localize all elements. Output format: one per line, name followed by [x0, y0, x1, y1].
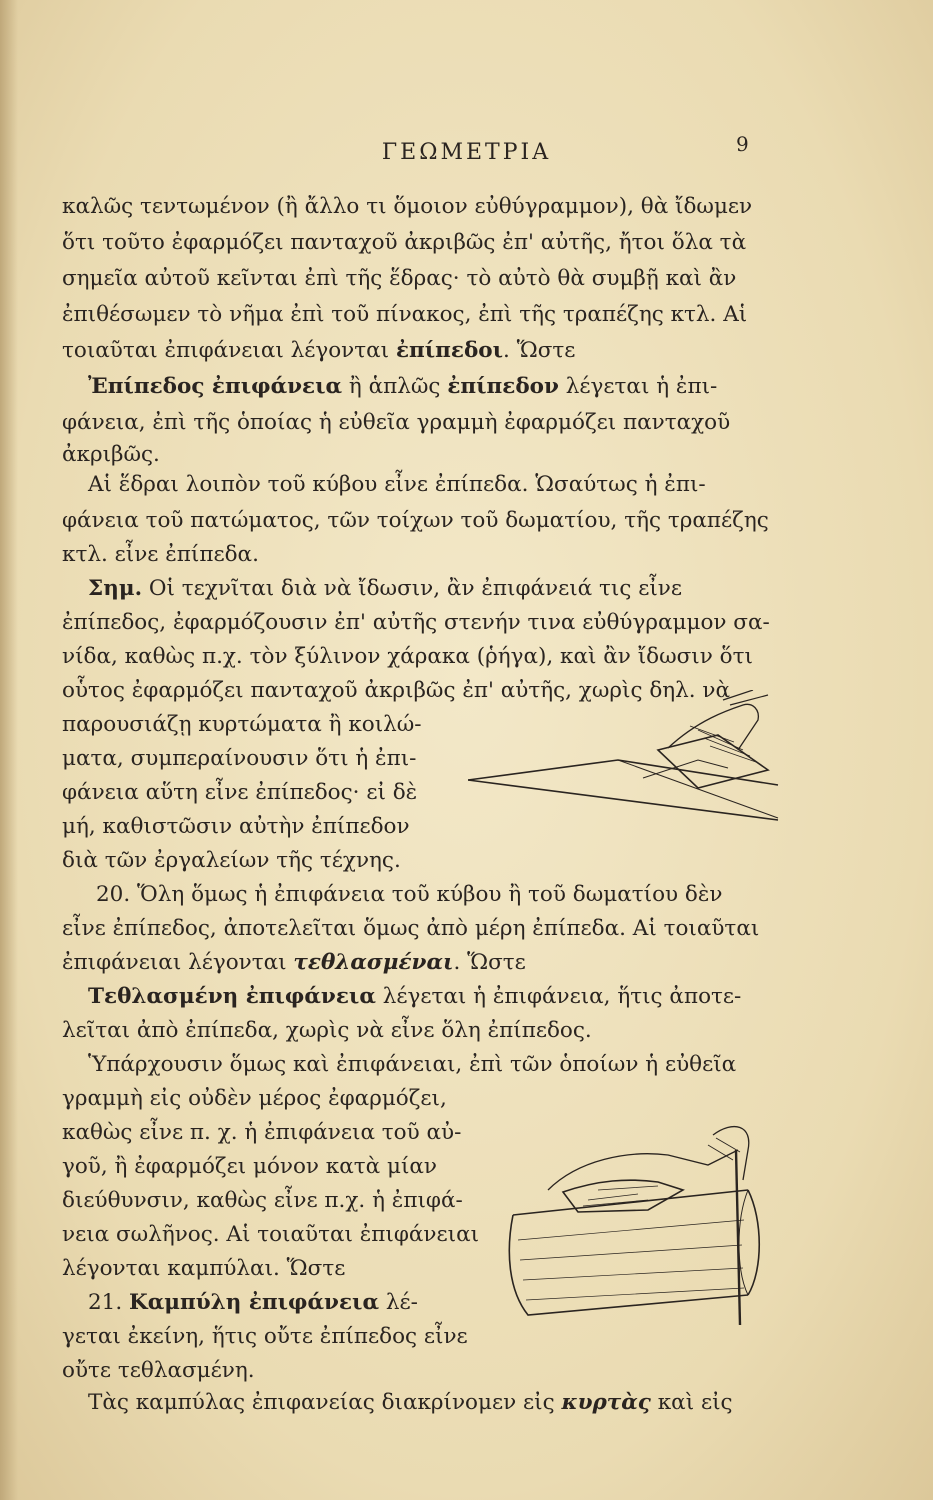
text-line: μή, καθιστῶσιν αὐτὴν ἐπίπεδον	[62, 814, 410, 839]
note-label: Σημ.	[88, 576, 143, 601]
text-line: γοῦ, ἢ ἐφαρμόζει μόνον κατὰ μίαν	[62, 1154, 438, 1179]
text-line: ἀκριβῶς.	[62, 442, 160, 467]
text-line: ἐπιθέσωμεν τὸ νῆμα ἐπὶ τοῦ πίνακος, ἐπὶ τῆς τραπέζης κτλ. Αἱ	[62, 302, 748, 327]
term-epipedos-epifaneia: Ἐπίπεδος ἐπιφάνεια	[88, 374, 343, 399]
definition-line	[88, 372, 802, 402]
text-span: . Ὥστε	[453, 950, 526, 975]
text-line: σημεῖα αὐτοῦ κεῖνται ἐπὶ τῆς ἕδρας· τὸ αὐτὸ θὰ συμβῇ καὶ ἂν	[62, 266, 737, 291]
term-kyrtas: κυρτὰς	[561, 1390, 651, 1415]
text-line: κτλ. εἶνε ἐπίπεδα.	[62, 542, 259, 567]
term-kampyli-epifaneia: Καμπύλη ἐπιφάνεια	[129, 1290, 379, 1315]
text-span: τοιαῦται ἐπιφάνειαι λέγονται	[62, 338, 396, 363]
text-line: φάνεια, ἐπὶ τῆς ὁποίας ἡ εὐθεῖα γραμμὴ ἐφαρμόζει πανταχοῦ	[62, 410, 731, 435]
text-line: νεια σωλῆνος. Αἱ τοιαῦται ἐπιφάνειαι	[62, 1222, 480, 1247]
text-span: λέγεται ἡ ἐπιφάνεια, ἥτις ἀποτε-	[375, 984, 742, 1009]
text-line: καθὼς εἶνε π. χ. ἡ ἐπιφάνεια τοῦ αὐ-	[62, 1120, 462, 1145]
text-line: γραμμὴ εἰς οὐδὲν μέρος ἐφαρμόζει,	[62, 1086, 447, 1111]
text-line: λεῖται ἀπὸ ἐπίπεδα, χωρὶς νὰ εἶνε ὅλη ἐπίπεδος.	[62, 1018, 592, 1043]
text-line: ὅτι τοῦτο ἐφαρμόζει πανταχοῦ ἀκριβῶς ἐπ' αὐτῆς, ἤτοι ὅλα τὰ	[62, 230, 747, 255]
text-span: λέγεται ἡ ἐπι-	[558, 374, 718, 399]
page-edge-shadow	[0, 0, 18, 1500]
text-line: παρουσιάζῃ κυρτώματα ἢ κοιλώ-	[62, 712, 422, 737]
term-epipedoi: ἐπίπεδοι	[395, 338, 504, 363]
text-span: . Ὥστε	[503, 338, 576, 363]
ruler-on-plane-illustration	[468, 690, 798, 840]
text-line: νίδα, καθὼς π.χ. τὸν ξύλινον χάρακα (ῥήγα), καὶ ἂν ἴδωσιν ὅτι	[62, 644, 753, 669]
text-line: γεται ἐκείνη, ἥτις οὔτε ἐπίπεδος εἶνε	[62, 1324, 468, 1349]
text-line: Ὑπάρχουσιν ὅμως καὶ ἐπιφάνειαι, ἐπὶ τῶν ὁποίων ἡ εὐθεῖα	[88, 1052, 737, 1077]
text-line: διὰ τῶν ἐργαλείων τῆς τέχνης.	[62, 848, 401, 873]
running-title: ΓΕΩΜΕΤΡΙΑ	[381, 140, 552, 165]
text-line: εἶνε ἐπίπεδος, ἀποτελεῖται ὅμως ἀπὸ μέρη ἐπίπεδα. Αἱ τοιαῦται	[62, 916, 760, 941]
text-line: ματα, συμπεραίνουσιν ὅτι ἡ ἐπι-	[62, 746, 417, 771]
text-line: διεύθυνσιν, καθὼς εἶνε π.χ. ἡ ἐπιφά-	[62, 1188, 463, 1213]
text-span: ἐπιφάνειαι λέγονται	[62, 950, 294, 975]
text-line: Αἱ ἕδραι λοιπὸν τοῦ κύβου εἶνε ἐπίπεδα. Ὡσαύτως ἡ ἐπι-	[88, 472, 706, 497]
text-line: ἐπίπεδος, ἐφαρμόζουσιν ἐπ' αὐτῆς στενήν τινα εὐθύγραμμον σα-	[62, 610, 770, 635]
text-line: φάνεια τοῦ πατώματος, τῶν τοίχων τοῦ δωματίου, τῆς τραπέζης	[62, 508, 769, 533]
text-line: οὔτε τεθλασμένη.	[62, 1358, 255, 1383]
term-tethlasmenai: τεθλασμέναι	[293, 950, 454, 975]
text-line: φάνεια αὕτη εἶνε ἐπίπεδος· εἰ δὲ	[62, 780, 418, 805]
text-line	[62, 948, 802, 978]
text-span: λέ-	[379, 1290, 418, 1315]
text-line: οὗτος ἐφαρμόζει πανταχοῦ ἀκριβῶς ἐπ' αὐτῆς, χωρὶς δηλ. νὰ	[62, 678, 731, 703]
text-line	[88, 1388, 802, 1418]
note-line	[88, 574, 802, 604]
text-line: καλῶς τεντωμένον (ἢ ἄλλο τι ὅμοιον εὐθύγραμμον), θὰ ἴδωμεν	[62, 194, 753, 219]
ruler-on-cylinder-illustration	[508, 1120, 798, 1335]
text-line: λέγονται καμπύλαι. Ὥστε	[62, 1256, 346, 1281]
text-span: Οἱ τεχνῖται διὰ νὰ ἴδωσιν, ἂν ἐπιφάνειά τις εἶνε	[142, 576, 682, 601]
text-line	[62, 336, 802, 366]
definition-line	[88, 982, 802, 1012]
page-number: 9	[736, 132, 749, 156]
text-span: Τὰς καμπύλας ἐπιφανείας διακρίνομεν εἰς	[88, 1390, 562, 1415]
text-span: 21.	[88, 1290, 130, 1315]
term-epipedon: ἐπίπεδον	[447, 374, 559, 399]
section-20-line: 20. Ὅλη ὅμως ἡ ἐπιφάνεια τοῦ κύβου ἢ τοῦ δωματίου δὲν	[96, 882, 723, 907]
text-span: καὶ εἰς	[650, 1390, 733, 1415]
term-tethlasmeni-epifaneia: Τεθλασμένη ἐπιφάνεια	[88, 984, 376, 1009]
text-span: ἢ ἁπλῶς	[342, 374, 448, 399]
